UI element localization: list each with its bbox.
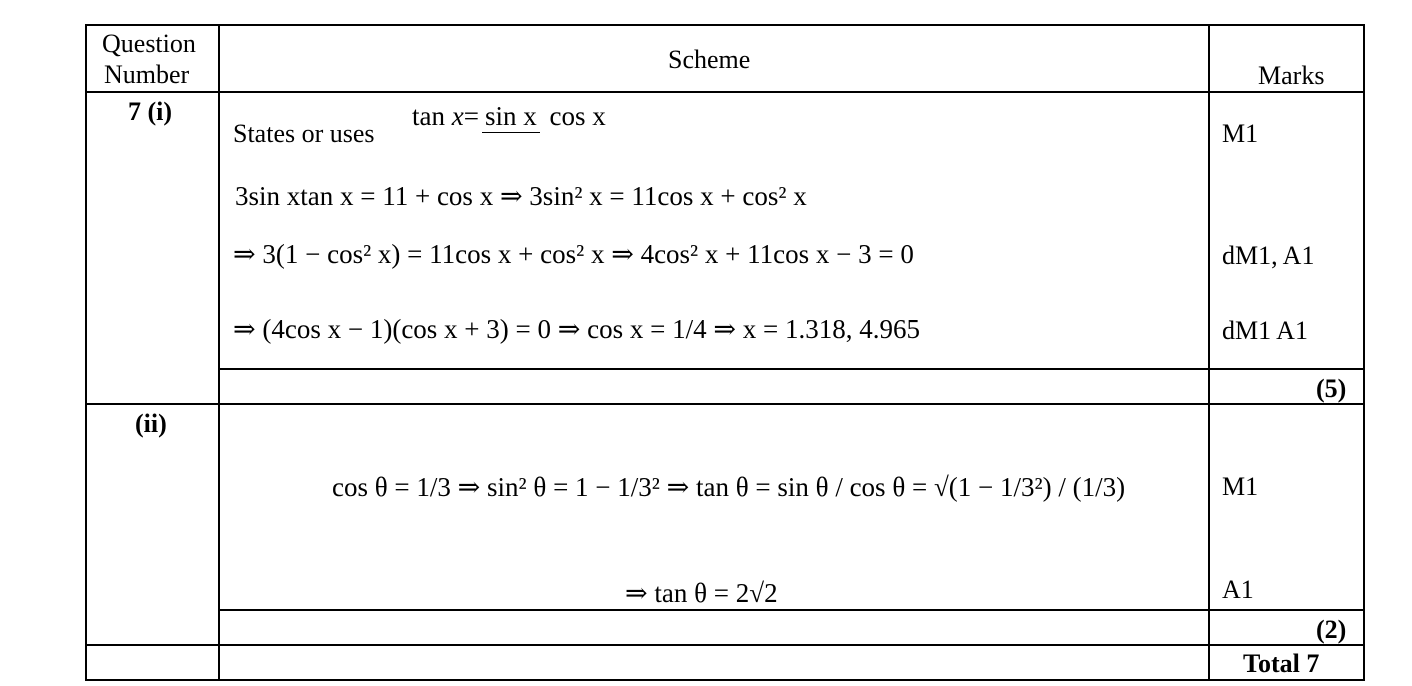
mark-i-1: M1 [1222, 119, 1259, 148]
scheme-line-ii-1: cos θ = 1/3 ⇒ sin² θ = 1 − 1/3² ⇒ tan θ = sin θ / cos θ = √(1 − 1/3²) / (1/3) [332, 472, 1126, 502]
sin-over-cos-fraction [482, 100, 609, 133]
fraction-denominator: cos x [549, 101, 606, 131]
header-scheme: Scheme [668, 45, 751, 74]
row-divider [85, 644, 1365, 646]
column-divider [1208, 24, 1210, 681]
scheme-line-i-3: ⇒ 3(1 − cos² x) = 11cos x + cos² x ⇒ 4cos² x + 11cos x − 3 = 0 [233, 239, 914, 269]
total-marks: Total 7 [1243, 649, 1320, 678]
row-divider [220, 609, 1365, 611]
subtotal-i: (5) [1316, 374, 1347, 403]
column-divider [218, 24, 220, 681]
scheme-line-ii-2: ⇒ tan θ = 2√2 [625, 578, 778, 608]
var-x: x [451, 101, 464, 131]
scheme-line-i-1-math [412, 100, 612, 133]
mark-ii-1: M1 [1222, 472, 1259, 501]
question-label-ii: (ii) [135, 409, 167, 438]
scheme-line-i-2: 3sin xtan x = 11 + cos x ⇒ 3sin² x = 11cos x + cos² x [235, 181, 807, 211]
equals-sign: = [463, 101, 479, 131]
row-divider [85, 91, 1365, 93]
tan-label: tan [412, 101, 445, 131]
mark-i-3: dM1 A1 [1222, 316, 1308, 345]
mark-i-2: dM1, A1 [1222, 241, 1315, 270]
header-question-number-line2: Number [104, 60, 190, 89]
scheme-line-i-1-text: States or uses [233, 119, 375, 148]
mark-ii-2: A1 [1222, 575, 1254, 604]
row-divider [85, 403, 1365, 405]
scheme-line-i-4: ⇒ (4cos x − 1)(cos x + 3) = 0 ⇒ cos x = 1/4 ⇒ x = 1.318, 4.965 [233, 314, 920, 344]
row-divider [220, 368, 1365, 370]
question-label-7i: 7 (i) [128, 97, 173, 126]
subtotal-ii: (2) [1316, 615, 1347, 644]
fraction-numerator: sin x [482, 103, 540, 133]
header-question-number-line1: Question [102, 29, 196, 58]
header-marks: Marks [1258, 61, 1325, 90]
